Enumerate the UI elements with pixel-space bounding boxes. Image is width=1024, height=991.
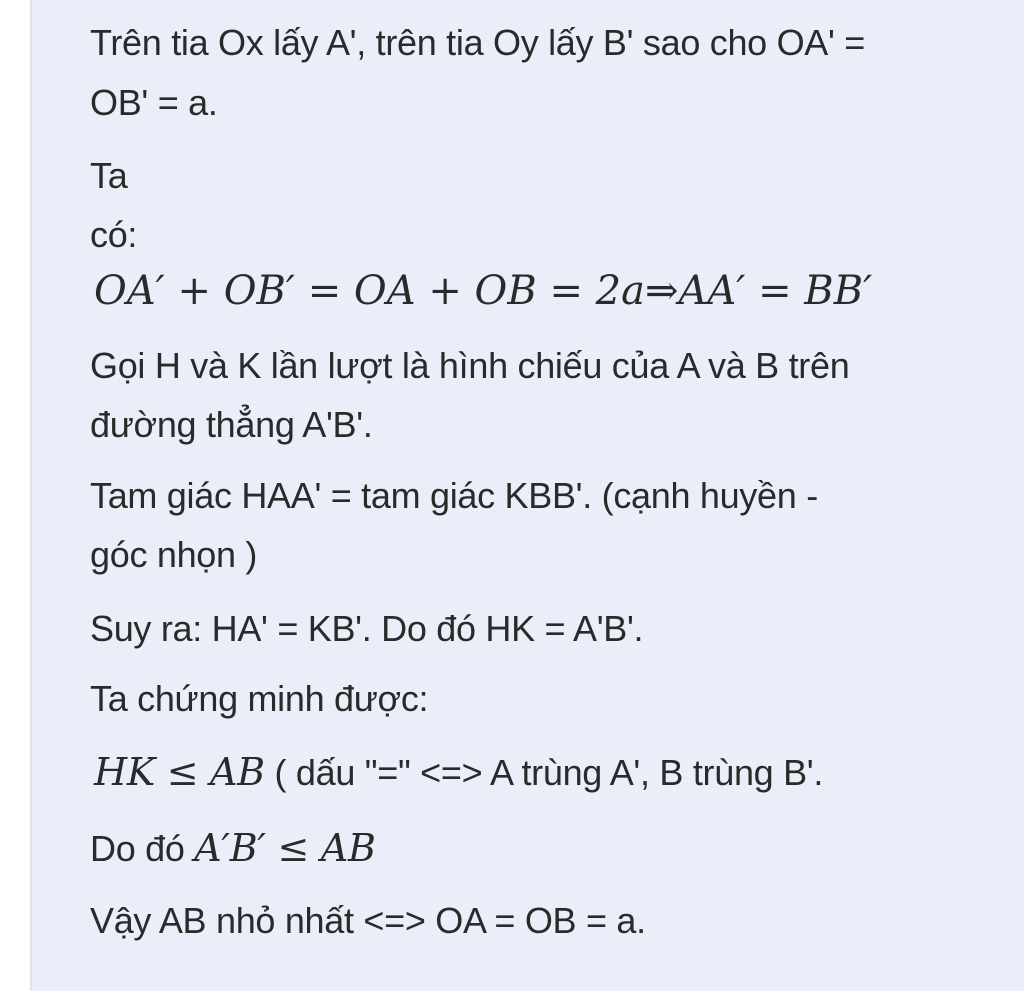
solution-line-5: Gọi H và K lần lượt là hình chiếu của A và B trên: [90, 345, 850, 386]
solution-line-4: có:: [90, 214, 138, 255]
solution-line-3: Ta: [90, 155, 128, 196]
solution-line-2: OB' = a.: [90, 82, 218, 123]
equation-oa-ob: OA′ + OB′ = OA + OB = 2a⇒AA′ = BB′: [94, 268, 873, 314]
inequality-hk-ab: HK ≤ AB: [94, 750, 265, 794]
inequality-a1b1-ab: A′B′ ≤ AB: [194, 826, 376, 870]
solution-line-6: đường thẳng A'B'.: [90, 404, 373, 445]
conclusion-prefix: Do đó: [90, 828, 195, 869]
solution-line-7: Tam giác HAA' = tam giác KBB'. (cạnh huyền -: [90, 475, 818, 516]
solution-line-1: Trên tia Ox lấy A', trên tia Oy lấy B' sao cho OA' =: [90, 22, 866, 63]
solution-line-10: Ta chứng minh được:: [90, 678, 429, 719]
solution-line-12: [90, 826, 376, 870]
equality-condition-text: ( dấu "=" <=> A trùng A', B trùng B'.: [264, 752, 824, 793]
solution-line-8: góc nhọn ): [90, 534, 258, 575]
solution-line-13: Vậy AB nhỏ nhất <=> OA = OB = a.: [90, 900, 646, 941]
solution-line-9: Suy ra: HA' = KB'. Do đó HK = A'B'.: [90, 608, 644, 649]
solution-line-11: [94, 750, 823, 794]
